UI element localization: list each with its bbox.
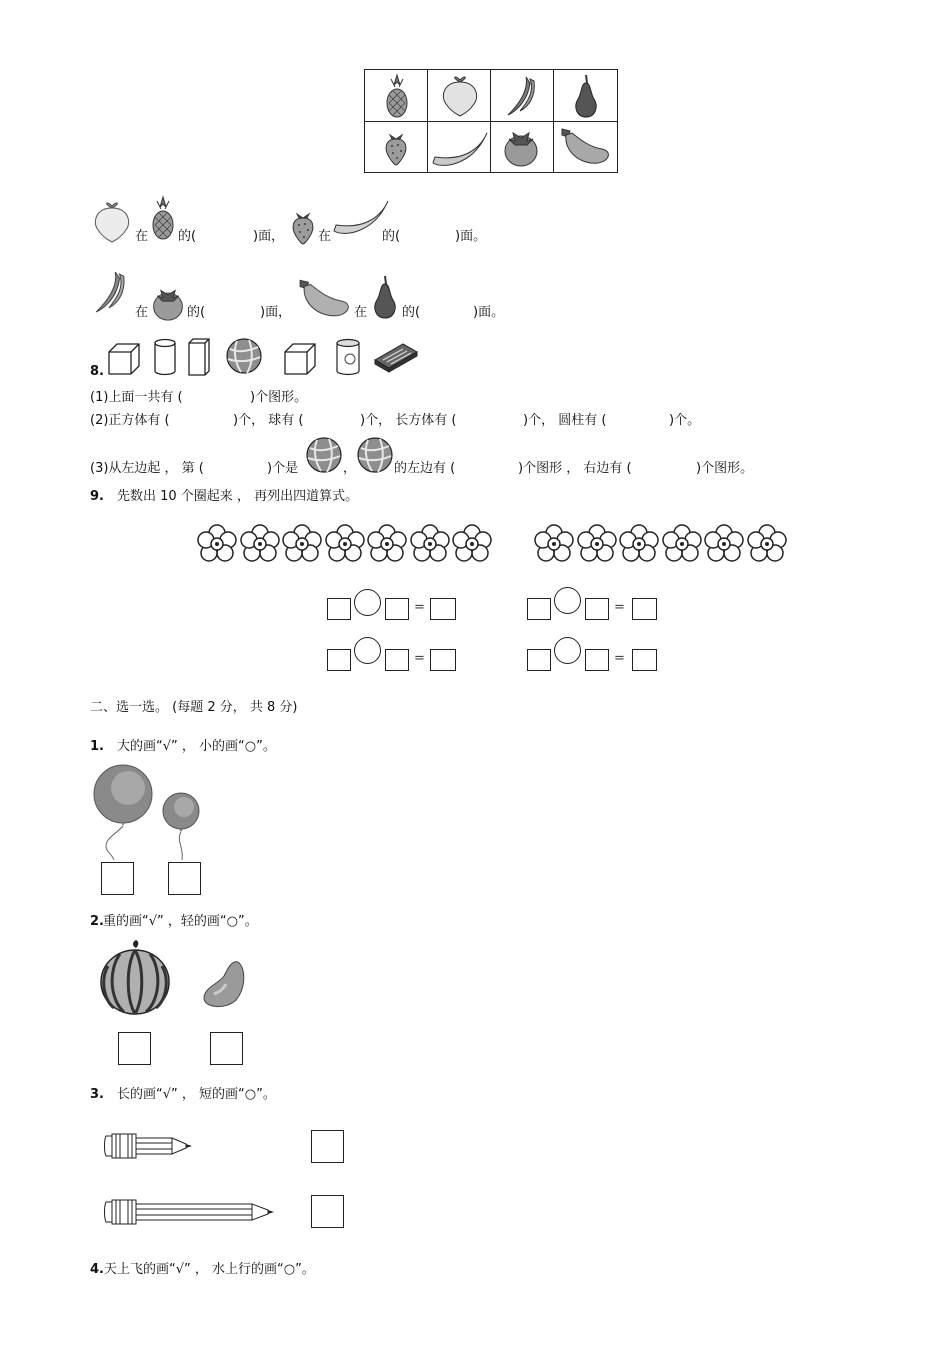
fruit-grid	[364, 69, 618, 173]
question-number: 3.	[90, 1087, 104, 1102]
big-balloon-icon	[92, 764, 156, 864]
flower-icon[interactable]	[577, 524, 617, 570]
q9-text: 先数出 10 个圈起来 ， 再列出四道算式。	[117, 489, 359, 504]
short-pencil-icon	[102, 1126, 194, 1166]
persimmon-icon	[501, 125, 541, 169]
de-label: 的(	[178, 229, 197, 244]
zai-label: 在	[318, 229, 332, 244]
pepper-icon	[90, 266, 130, 318]
operator-circle[interactable]	[554, 637, 581, 664]
box-icon	[373, 340, 419, 374]
zai-label: 在	[135, 305, 149, 320]
ball-icon	[225, 337, 263, 375]
question-number: 2.	[90, 914, 104, 929]
q4-text: 天上飞的画“√” ， 水上行的画“○”。	[104, 1262, 315, 1277]
question-number: 8.	[90, 364, 104, 379]
q8-sub3-a: (3)从左边起 ， 第 (	[90, 461, 204, 476]
long-pencil-icon	[102, 1192, 278, 1232]
answer-box[interactable]	[632, 598, 657, 620]
q8-sub1: (1)上面一共有 (	[90, 390, 183, 405]
answer-box[interactable]	[210, 1032, 243, 1065]
cuboid-icon	[187, 337, 211, 377]
cylinder-icon	[153, 338, 177, 376]
flower-icon[interactable]	[240, 524, 280, 570]
flower-icon[interactable]	[282, 524, 322, 570]
watermelon-icon	[98, 938, 172, 1016]
flower-icon[interactable]	[452, 524, 492, 570]
flower-icon[interactable]	[662, 524, 702, 570]
can-icon	[335, 338, 361, 376]
mango-icon	[200, 958, 250, 1010]
q2-text: 重的画“√” ，轻的画“○”。	[103, 914, 258, 929]
flower-icon[interactable]	[704, 524, 744, 570]
strawberry-icon	[381, 129, 411, 167]
answer-box[interactable]	[118, 1032, 151, 1065]
pear-icon	[370, 274, 400, 320]
operator-circle[interactable]	[354, 637, 381, 664]
zai-label: 在	[354, 305, 368, 320]
q8-sub3-b: )个是	[267, 461, 299, 476]
de-label: 的(	[402, 305, 421, 320]
equals-sign: =	[614, 600, 625, 615]
q8-sub2-a: (2)正方体有 (	[90, 413, 170, 428]
banana-icon	[431, 131, 489, 169]
pineapple-icon	[150, 195, 176, 241]
turnip-icon	[438, 72, 482, 118]
cube-icon	[107, 342, 141, 376]
answer-box[interactable]	[327, 598, 351, 620]
mian-label: )面。	[455, 229, 487, 244]
flower-icon[interactable]	[534, 524, 574, 570]
flower-icon[interactable]	[325, 524, 365, 570]
answer-box[interactable]	[430, 649, 456, 671]
flower-icon[interactable]	[747, 524, 787, 570]
answer-box[interactable]	[101, 862, 134, 895]
turnip-icon	[90, 198, 134, 244]
q8-sub2-e: )个。	[669, 413, 701, 428]
q8-sub1-end: )个图形。	[250, 390, 308, 405]
q8-sub3-e: )个图形 ， 右边有 (	[518, 461, 632, 476]
q1-text: 大的画“√” ， 小的画“○”。	[117, 739, 276, 754]
q3-text: 长的画“√” ， 短的画“○”。	[117, 1087, 276, 1102]
pineapple-icon	[384, 73, 410, 119]
q8-sub3-c: ，	[343, 461, 357, 476]
operator-circle[interactable]	[554, 587, 581, 614]
answer-box[interactable]	[311, 1195, 344, 1228]
de-label: 的(	[382, 229, 401, 244]
flower-icon[interactable]	[197, 524, 237, 570]
answer-box[interactable]	[527, 598, 551, 620]
mian-label: )面，	[260, 305, 292, 320]
pear-icon	[572, 73, 600, 119]
answer-box[interactable]	[327, 649, 351, 671]
flower-icon[interactable]	[619, 524, 659, 570]
answer-box[interactable]	[585, 649, 609, 671]
small-balloon-icon	[160, 792, 204, 862]
answer-box[interactable]	[430, 598, 456, 620]
q8-sub2-c: )个， 长方体有 (	[360, 413, 457, 428]
eggplant-icon	[296, 276, 352, 322]
de-label: 的(	[187, 305, 206, 320]
persimmon-icon	[150, 283, 186, 323]
answer-box[interactable]	[632, 649, 657, 671]
ball-icon	[305, 436, 343, 474]
operator-circle[interactable]	[354, 589, 381, 616]
flower-icon[interactable]	[367, 524, 407, 570]
answer-box[interactable]	[385, 649, 409, 671]
answer-box[interactable]	[168, 862, 201, 895]
equals-sign: =	[414, 651, 425, 666]
answer-box[interactable]	[385, 598, 409, 620]
question-number: 4.	[90, 1262, 104, 1277]
answer-box[interactable]	[585, 598, 609, 620]
ball-icon	[356, 436, 394, 474]
q8-sub2-b: )个， 球有 (	[233, 413, 304, 428]
eggplant-icon	[558, 125, 612, 169]
cube-icon	[283, 342, 317, 376]
section-title: 二、选一选。 (每题 2 分， 共 8 分)	[90, 700, 298, 715]
strawberry-icon	[288, 208, 318, 246]
q8-sub2-d: )个， 圆柱有 (	[523, 413, 607, 428]
question-number: 1.	[90, 739, 104, 754]
equals-sign: =	[414, 600, 425, 615]
equals-sign: =	[614, 651, 625, 666]
q8-sub3-f: )个图形。	[696, 461, 754, 476]
zai-label: 在	[135, 229, 149, 244]
flower-icon[interactable]	[410, 524, 450, 570]
mian-label: )面，	[253, 229, 285, 244]
pepper-icon	[502, 73, 540, 119]
answer-box[interactable]	[527, 649, 551, 671]
mian-label: )面。	[473, 305, 505, 320]
question-number: 9.	[90, 489, 104, 504]
q8-sub3-d: 的左边有 (	[394, 461, 456, 476]
answer-box[interactable]	[311, 1130, 344, 1163]
